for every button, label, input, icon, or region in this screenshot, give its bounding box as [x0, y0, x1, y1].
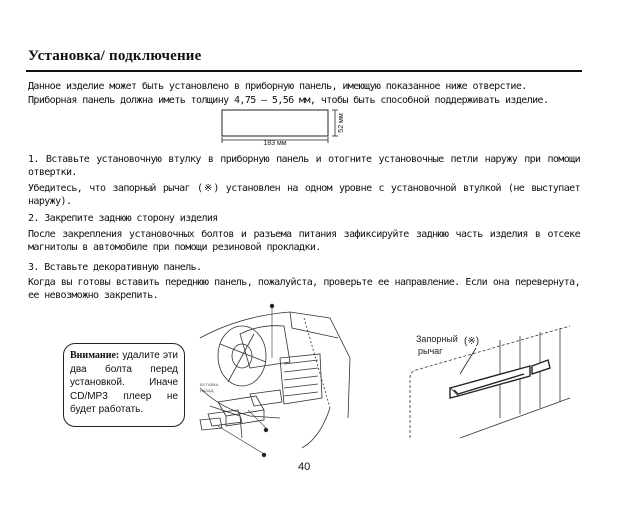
height-label: 52 мм	[338, 113, 345, 133]
step-2-title: 2. Закрепите заднюю сторону изделия	[28, 213, 218, 224]
dashboard-installation-illustration	[180, 298, 360, 462]
lever-label-line-2: рычаг	[418, 346, 443, 356]
warning-label: Внимание:	[70, 350, 120, 361]
width-label: 183 мм	[263, 140, 287, 147]
locking-lever-illustration	[400, 318, 580, 446]
opening-dimension-diagram	[210, 108, 350, 148]
head-unit-exploded	[200, 390, 282, 430]
step-2-text: После закрепления установочных болтов и разъема питания зафиксируйте заднюю часть изделия в отсеке магнитолы в автомобиле при помощи резиновой прокладки.	[28, 229, 580, 254]
intro-line-2: Приборная панель должна иметь толщину 4,75 – 5,56 мм, чтобы быть способной поддерживать изделие.	[28, 95, 549, 106]
step-3-text: Когда вы готовы вставить переднюю панель, пожалуйста, проверьте ее направление. Если она перевернута, ее невозможно закрепить.	[28, 277, 580, 302]
page-title: Установка/ подключение	[28, 48, 202, 64]
step-1-title: 1. Вставьте установочную втулку в приборную панель и отогните установочные петли наружу при помощи отвертки.	[28, 154, 580, 179]
step-3-title: 3. Вставьте декоративную панель.	[28, 262, 202, 273]
warning-note	[63, 343, 185, 427]
opening-rectangle	[222, 110, 328, 136]
lever-mark: (※)	[464, 336, 480, 347]
svg-text:НАЗАД: НАЗАД	[200, 388, 214, 393]
svg-text:ВЗ ГАЙКА: ВЗ ГАЙКА	[200, 382, 219, 387]
sleeve-lower-edge	[460, 398, 570, 438]
mounting-sleeve	[250, 390, 282, 406]
intro-line-1: Данное изделие может быть установлено в приборную панель, имеющую показанное ниже отверстие.	[28, 81, 527, 92]
step-1-note: Убедитесь, что запорный рычаг (※) установлен на одном уровне с установочной втулкой (не выступает наружу).	[28, 183, 580, 208]
title-divider	[26, 70, 582, 72]
radio-bay	[280, 354, 322, 404]
lever-label-line-1: Запорный	[416, 334, 458, 344]
callout-markers	[218, 304, 274, 457]
dashboard-outline	[200, 312, 350, 418]
faceplate	[208, 410, 242, 426]
warning-text: удалите эти два болта перед установкой. Иначе CD/MP3 плеер не будет работать.	[70, 350, 179, 415]
page-number: 40	[298, 461, 311, 473]
